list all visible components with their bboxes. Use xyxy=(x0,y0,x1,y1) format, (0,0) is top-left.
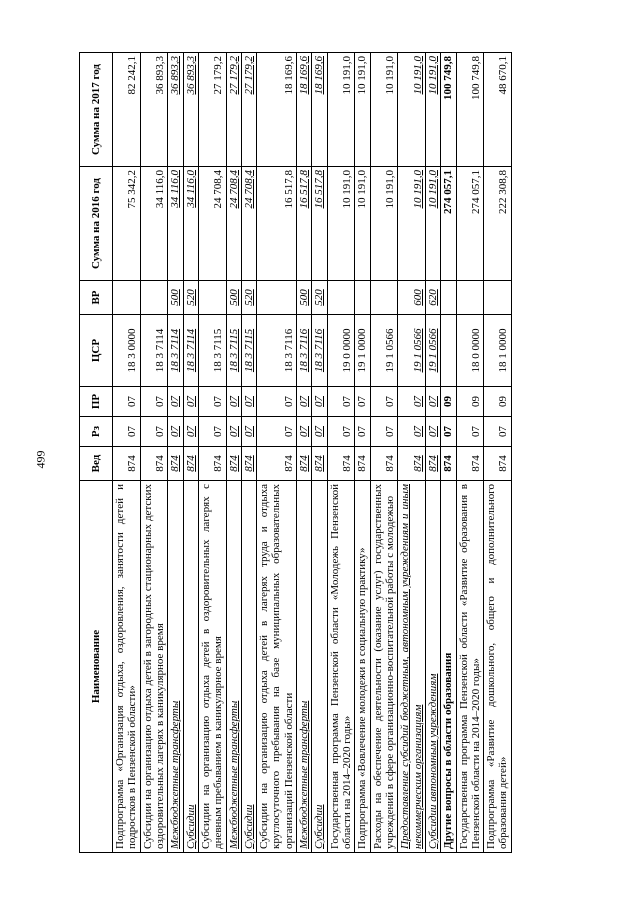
cell-sum-2016: 222 308,8 xyxy=(484,167,512,281)
header-ved: Вед xyxy=(80,447,113,481)
cell-rz: 07 xyxy=(257,417,297,447)
cell-ved: 874 xyxy=(257,447,297,481)
cell-ved: 874 xyxy=(456,447,484,481)
cell-csr: 19 1 0000 xyxy=(355,315,370,387)
cell-ved: 874 xyxy=(327,447,355,481)
cell-sum-2016: 274 057,1 xyxy=(441,167,456,281)
cell-ved: 874 xyxy=(398,447,426,481)
cell-rz: 07 xyxy=(312,417,327,447)
cell-sum-2017: 100 749,8 xyxy=(456,53,484,167)
cell-name: Подпрограмма «Организация отдыха, оздоровления, занятости детей и подростков в Пензенской области» xyxy=(113,481,141,853)
cell-ved: 874 xyxy=(183,447,198,481)
cell-csr: 18 3 7114 xyxy=(168,315,183,387)
cell-pr: 07 xyxy=(297,387,312,417)
cell-vr xyxy=(113,281,141,315)
cell-pr: 07 xyxy=(226,387,241,417)
cell-pr: 07 xyxy=(198,387,226,417)
cell-pr: 09 xyxy=(441,387,456,417)
cell-sum-2016: 34 116,0 xyxy=(168,167,183,281)
cell-csr: 18 3 7115 xyxy=(198,315,226,387)
cell-sum-2016: 10 191,0 xyxy=(327,167,355,281)
cell-sum-2017: 10 191,0 xyxy=(398,53,426,167)
cell-name: Субсидии xyxy=(241,481,256,853)
cell-rz: 07 xyxy=(398,417,426,447)
table-row xyxy=(183,53,198,853)
cell-vr xyxy=(484,281,512,315)
cell-pr: 07 xyxy=(398,387,426,417)
table-row xyxy=(327,53,355,853)
cell-pr: 07 xyxy=(257,387,297,417)
table-row xyxy=(168,53,183,853)
cell-sum-2016: 24 708,4 xyxy=(241,167,256,281)
cell-sum-2017: 10 191,0 xyxy=(355,53,370,167)
cell-sum-2017: 48 670,1 xyxy=(484,53,512,167)
cell-csr: 18 3 0000 xyxy=(113,315,141,387)
cell-vr xyxy=(257,281,297,315)
cell-csr: 18 1 0000 xyxy=(484,315,512,387)
cell-rz: 07 xyxy=(370,417,398,447)
cell-vr: 520 xyxy=(183,281,198,315)
cell-pr: 07 xyxy=(113,387,141,417)
cell-sum-2016: 24 708,4 xyxy=(226,167,241,281)
cell-rz: 07 xyxy=(113,417,141,447)
cell-name: Расходы на обеспечение деятельности (оказание услуг) государственных учреждений в сфере организационно-воспитательной работы с молодежью xyxy=(370,481,398,853)
header-pr: ПР xyxy=(80,387,113,417)
cell-pr: 07 xyxy=(140,387,168,417)
cell-pr: 07 xyxy=(183,387,198,417)
cell-sum-2016: 10 191,0 xyxy=(370,167,398,281)
page-number: 499 xyxy=(33,450,48,469)
cell-name: Государственная программа Пензенской области «Молодежь Пензенской области на 2014–2020 годы» xyxy=(327,481,355,853)
cell-ved: 874 xyxy=(441,447,456,481)
cell-ved: 874 xyxy=(241,447,256,481)
cell-rz: 07 xyxy=(168,417,183,447)
cell-ved: 874 xyxy=(226,447,241,481)
cell-vr: 620 xyxy=(425,281,440,315)
cell-vr: 500 xyxy=(297,281,312,315)
cell-sum-2017: 18 169,6 xyxy=(257,53,297,167)
cell-vr: 500 xyxy=(226,281,241,315)
cell-pr: 07 xyxy=(241,387,256,417)
header-name: Наименование xyxy=(80,481,113,853)
cell-csr: 18 3 7115 xyxy=(226,315,241,387)
cell-name: Субсидии на организацию отдыха детей в загородных стационарных детских оздоровительных лагерях в каникулярное время xyxy=(140,481,168,853)
rotated-table-container xyxy=(79,53,594,853)
header-vr: ВР xyxy=(80,281,113,315)
table-row xyxy=(198,53,226,853)
cell-rz: 07 xyxy=(140,417,168,447)
cell-pr: 07 xyxy=(168,387,183,417)
cell-ved: 874 xyxy=(425,447,440,481)
cell-sum-2017: 100 749,8 xyxy=(441,53,456,167)
cell-name: Межбюджетные трансферты xyxy=(226,481,241,853)
cell-sum-2016: 10 191,0 xyxy=(355,167,370,281)
table-row xyxy=(425,53,440,853)
cell-sum-2017: 10 191,0 xyxy=(425,53,440,167)
table-row xyxy=(370,53,398,853)
cell-name: Субсидии автономным учреждениям xyxy=(425,481,440,853)
cell-name: Межбюджетные трансферты xyxy=(297,481,312,853)
cell-vr xyxy=(140,281,168,315)
cell-vr xyxy=(441,281,456,315)
cell-sum-2017: 36 893,3 xyxy=(168,53,183,167)
table-row xyxy=(484,53,512,853)
cell-ved: 874 xyxy=(370,447,398,481)
table-row xyxy=(456,53,484,853)
cell-ved: 874 xyxy=(484,447,512,481)
cell-vr: 520 xyxy=(241,281,256,315)
cell-pr: 07 xyxy=(312,387,327,417)
cell-name: Субсидии xyxy=(312,481,327,853)
cell-rz: 07 xyxy=(355,417,370,447)
cell-sum-2016: 34 116,0 xyxy=(183,167,198,281)
table-body xyxy=(113,53,512,853)
cell-csr: 18 3 7114 xyxy=(140,315,168,387)
cell-name: Субсидии xyxy=(183,481,198,853)
cell-vr xyxy=(198,281,226,315)
cell-sum-2017: 27 179,2 xyxy=(198,53,226,167)
cell-sum-2016: 16 517,8 xyxy=(312,167,327,281)
cell-name: Другие вопросы в области образования xyxy=(441,481,456,853)
cell-sum-2016: 16 517,8 xyxy=(297,167,312,281)
table-row xyxy=(441,53,456,853)
cell-vr xyxy=(327,281,355,315)
table-row xyxy=(113,53,141,853)
cell-vr: 600 xyxy=(398,281,426,315)
table-row xyxy=(297,53,312,853)
cell-csr: 18 3 7116 xyxy=(297,315,312,387)
cell-rz: 07 xyxy=(198,417,226,447)
cell-ved: 874 xyxy=(198,447,226,481)
cell-pr: 09 xyxy=(484,387,512,417)
header-sum-2016: Сумма на 2016 год xyxy=(80,167,113,281)
cell-sum-2017: 36 893,3 xyxy=(183,53,198,167)
cell-csr: 19 0 0000 xyxy=(327,315,355,387)
cell-csr: 18 3 7115 xyxy=(241,315,256,387)
cell-pr: 07 xyxy=(425,387,440,417)
cell-pr: 07 xyxy=(327,387,355,417)
cell-rz: 07 xyxy=(183,417,198,447)
cell-sum-2016: 16 517,8 xyxy=(257,167,297,281)
cell-sum-2017: 10 191,0 xyxy=(327,53,355,167)
cell-sum-2017: 18 169,6 xyxy=(312,53,327,167)
cell-sum-2017: 18 169,6 xyxy=(297,53,312,167)
cell-rz: 07 xyxy=(441,417,456,447)
table-header-row xyxy=(80,53,113,853)
table-row xyxy=(312,53,327,853)
cell-ved: 874 xyxy=(297,447,312,481)
cell-rz: 07 xyxy=(241,417,256,447)
cell-sum-2017: 27 179,2 xyxy=(226,53,241,167)
table-row xyxy=(241,53,256,853)
cell-ved: 874 xyxy=(140,447,168,481)
cell-sum-2016: 274 057,1 xyxy=(456,167,484,281)
cell-ved: 874 xyxy=(312,447,327,481)
cell-csr: 19 1 0566 xyxy=(370,315,398,387)
cell-sum-2016: 75 342,2 xyxy=(113,167,141,281)
cell-csr: 18 3 7114 xyxy=(183,315,198,387)
cell-name: Межбюджетные трансферты xyxy=(168,481,183,853)
cell-vr xyxy=(456,281,484,315)
header-rz: Рз xyxy=(80,417,113,447)
cell-sum-2016: 10 191,0 xyxy=(398,167,426,281)
cell-name: Государственная программа Пензенской области «Развитие образования в Пензенской области на 2014–2020 годы» xyxy=(456,481,484,853)
cell-name: Предоставление субсидий бюджетным, автономным учреждениям и иным некоммерческим организациям xyxy=(398,481,426,853)
cell-rz: 07 xyxy=(484,417,512,447)
cell-pr: 09 xyxy=(456,387,484,417)
cell-name: Субсидии на организацию отдыха детей в лагерях труда и отдыха круглосуточного пребывания на базе муниципальных образовательных организаций Пензенской области xyxy=(257,481,297,853)
cell-csr: 18 0 0000 xyxy=(456,315,484,387)
cell-vr xyxy=(355,281,370,315)
cell-sum-2016: 34 116,0 xyxy=(140,167,168,281)
cell-ved: 874 xyxy=(113,447,141,481)
cell-ved: 874 xyxy=(168,447,183,481)
cell-name: Подпрограмма «Вовлечение молодежи в социальную практику» xyxy=(355,481,370,853)
cell-csr xyxy=(441,315,456,387)
cell-rz: 07 xyxy=(327,417,355,447)
cell-csr: 19 1 0566 xyxy=(425,315,440,387)
cell-pr: 07 xyxy=(355,387,370,417)
cell-csr: 18 3 7116 xyxy=(257,315,297,387)
table-row xyxy=(140,53,168,853)
cell-sum-2017: 27 179,2 xyxy=(241,53,256,167)
cell-sum-2017: 10 191,0 xyxy=(370,53,398,167)
cell-sum-2016: 10 191,0 xyxy=(425,167,440,281)
cell-vr: 500 xyxy=(168,281,183,315)
cell-name: Подпрограмма «Развитие дошкольного, общего и дополнительного образования детей» xyxy=(484,481,512,853)
cell-name: Субсидии на организацию отдыха детей в оздоровительных лагерях с дневным пребыванием в каникулярное время xyxy=(198,481,226,853)
cell-sum-2017: 36 893,3 xyxy=(140,53,168,167)
cell-sum-2017: 82 242,1 xyxy=(113,53,141,167)
table-row xyxy=(355,53,370,853)
cell-ved: 874 xyxy=(355,447,370,481)
cell-csr: 18 3 7116 xyxy=(312,315,327,387)
budget-table xyxy=(79,52,512,853)
table-row xyxy=(257,53,297,853)
cell-csr: 19 1 0566 xyxy=(398,315,426,387)
cell-rz: 07 xyxy=(297,417,312,447)
cell-rz: 07 xyxy=(425,417,440,447)
table-row xyxy=(398,53,426,853)
table-row xyxy=(226,53,241,853)
cell-sum-2016: 24 708,4 xyxy=(198,167,226,281)
cell-pr: 07 xyxy=(370,387,398,417)
cell-rz: 07 xyxy=(226,417,241,447)
cell-rz: 07 xyxy=(456,417,484,447)
header-sum-2017: Сумма на 2017 год xyxy=(80,53,113,167)
cell-vr xyxy=(370,281,398,315)
cell-vr: 520 xyxy=(312,281,327,315)
header-csr: ЦСР xyxy=(80,315,113,387)
